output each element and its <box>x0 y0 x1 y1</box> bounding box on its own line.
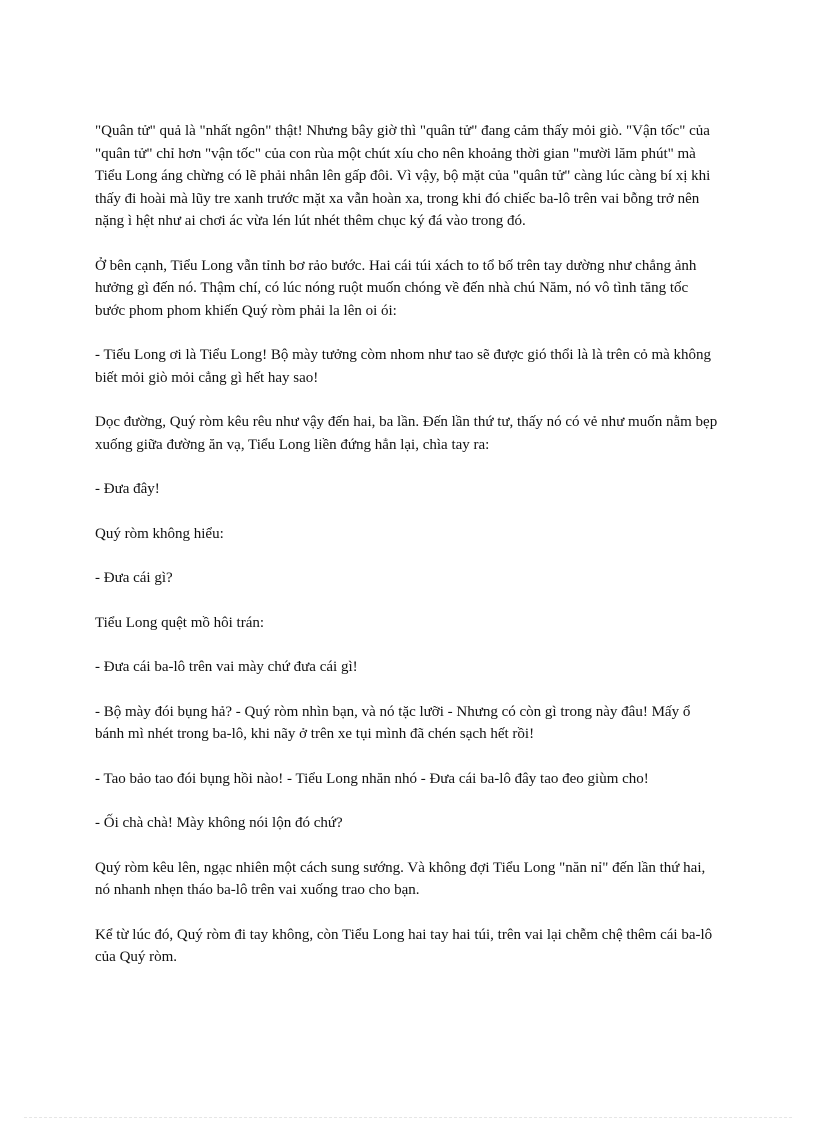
paragraph: - Đưa cái ba-lô trên vai mày chứ đưa cái gì! <box>95 659 358 675</box>
paragraph: - Bộ mày đói bụng hả? - Quý ròm nhìn bạn, và nó tặc lưỡi - Nhưng có còn gì trong này đâu! Mấy ổ bánh mì nhét trong ba-lô, khi nãy ở trên xe tụi mình đã chén sạch hết rồi! <box>95 703 691 742</box>
document-body <box>95 120 720 991</box>
paragraph: Kể từ lúc đó, Quý ròm đi tay không, còn Tiểu Long hai tay hai túi, trên vai lại chễm chệ thêm cái ba-lô của Quý ròm. <box>95 926 713 965</box>
paragraph: Tiểu Long quệt mồ hôi trán: <box>95 614 265 631</box>
paragraph: Dọc đường, Quý ròm kêu rêu như vậy đến hai, ba lần. Đến lần thứ tư, thấy nó có vẻ như muốn nằm bẹp xuống giữa đường ăn vạ, Tiểu Long liền đứng hẳn lại, chìa tay ra: <box>95 414 718 453</box>
paragraph: "Quân tử" quả là "nhất ngôn" thật! Nhưng bây giờ thì "quân tử" đang cảm thấy mỏi giò. "Vận tốc" của "quân tử" chỉ hơn "vận tốc" của con rùa một chút xíu cho nên khoảng thời gian "mười lăm phút" mà Tiểu Long áng chừng có lẽ phải nhân lên gấp đôi. Vì vậy, bộ mặt của "quân tử" càng lúc càng bí xị khi thấy đi hoài mà lũy tre xanh trước mặt xa vẫn hoàn xa, trong khi đó chiếc ba-lô trên vai bỗng trở nên nặng ì hệt như ai chơi ác vừa lén lút nhét thêm chục ký đá vào trong đó. <box>95 123 711 229</box>
page-bottom-divider <box>24 1117 792 1118</box>
paragraph: - Tiểu Long ơi là Tiểu Long! Bộ mày tưởng còm nhom như tao sẽ được gió thổi là là trên cỏ mà không biết mỏi giò mỏi cẳng gì hết hay sao! <box>95 347 712 386</box>
paragraph: Quý ròm không hiểu: <box>95 525 224 542</box>
paragraph: Ở bên cạnh, Tiểu Long vẫn tỉnh bơ rảo bước. Hai cái túi xách to tổ bố trên tay dường như chẳng ảnh hưởng gì đến nó. Thậm chí, có lúc nóng ruột muốn chóng về đến nhà chú Năm, nó vô tình tăng tốc bước phom phom khiến Quý ròm phải la lên oi ói: <box>95 257 697 319</box>
paragraph: - Đưa đây! <box>95 481 160 497</box>
paragraph: Quý ròm kêu lên, ngạc nhiên một cách sung sướng. Và không đợi Tiểu Long "năn nỉ" đến lần thứ hai, nó nhanh nhẹn tháo ba-lô trên vai xuống trao cho bạn. <box>95 859 706 898</box>
paragraph: - Tao bảo tao đói bụng hồi nào! - Tiểu Long nhăn nhó - Đưa cái ba-lô đây tao đeo giùm cho! <box>95 770 649 787</box>
paragraph: - Đưa cái gì? <box>95 570 173 586</box>
paragraph: - Ối chà chà! Mày không nói lộn đó chứ? <box>95 815 343 831</box>
